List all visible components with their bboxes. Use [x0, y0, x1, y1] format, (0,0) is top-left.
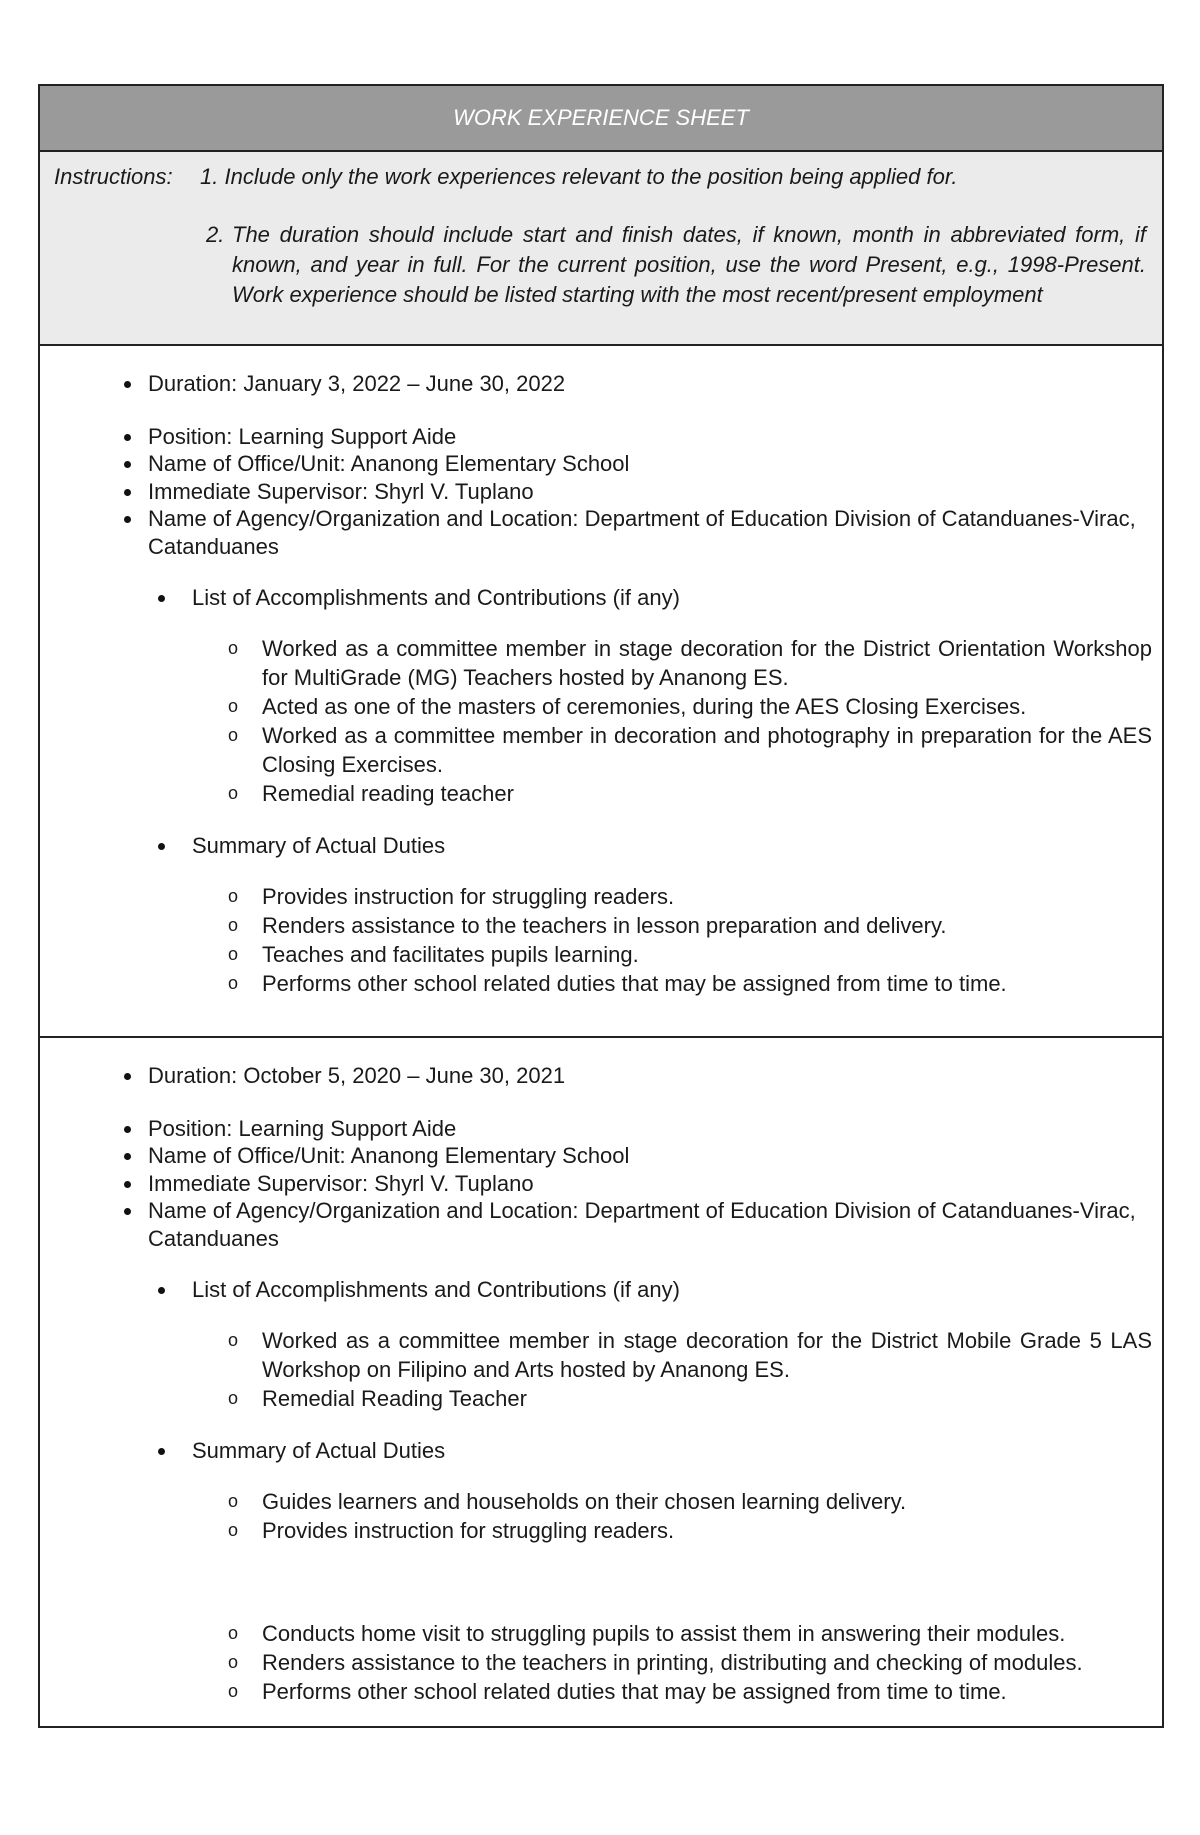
work-experience-sheet: [38, 84, 1164, 1728]
circle-bullet-icon: o: [228, 1388, 239, 1408]
entry-details-list: [40, 370, 1162, 398]
accomplishments-list: [40, 1326, 1162, 1413]
circle-bullet-icon: o: [228, 783, 239, 803]
instruction-1-text: Include only the work experiences relevant to the position being applied for.: [224, 164, 958, 189]
entry-office: Name of Office/Unit: Ananong Elementary School: [40, 450, 1162, 478]
circle-bullet-icon: o: [228, 1491, 239, 1511]
accomplishments-list: [40, 634, 1162, 808]
duties-list: [40, 882, 1162, 998]
circle-bullet-icon: o: [228, 886, 239, 906]
duties-section: [40, 832, 1162, 860]
entry-supervisor: Immediate Supervisor: Shyrl V. Tuplano: [40, 478, 1162, 506]
experience-entry: [40, 346, 1162, 1038]
entry-details-list: [40, 1062, 1162, 1090]
duties-label: Summary of Actual Duties: [40, 1437, 1162, 1465]
duties-list-continued: [40, 1619, 1162, 1706]
accomplishments-label: List of Accomplishments and Contributions (if any): [40, 584, 1162, 612]
sheet-title-bar: [40, 86, 1162, 152]
entry-duration: Duration: January 3, 2022 – June 30, 2022: [40, 370, 1162, 398]
circle-bullet-icon: o: [228, 944, 239, 964]
list-item: o Performs other school related duties that may be assigned from time to time.: [228, 1679, 1007, 1704]
circle-bullet-icon: o: [228, 1330, 239, 1350]
accomplishments-section: [40, 1276, 1162, 1304]
circle-bullet-icon: o: [228, 973, 239, 993]
entry-supervisor: Immediate Supervisor: Shyrl V. Tuplano: [40, 1170, 1162, 1198]
list-item: o Renders assistance to the teachers in printing, distributing and checking of modules.: [228, 1650, 1083, 1675]
list-item: o Performs other school related duties that may be assigned from time to time.: [228, 971, 1007, 996]
list-item: o Worked as a committee member in stage decoration for the District Mobile Grade 5 LAS Workshop on Filipino and Arts hosted by Ananong ES.: [228, 1328, 1152, 1382]
instruction-1-number: 1.: [200, 164, 219, 189]
list-item: o Provides instruction for struggling readers.: [228, 884, 675, 909]
circle-bullet-icon: o: [228, 1681, 239, 1701]
experience-entry: [40, 1038, 1162, 1728]
circle-bullet-icon: o: [228, 696, 239, 716]
instruction-2-number: 2.: [206, 222, 225, 247]
entry-duration: Duration: October 5, 2020 – June 30, 2021: [40, 1062, 1162, 1090]
entry-info-list: [40, 423, 1162, 561]
duties-list: [40, 1487, 1162, 1545]
duties-label: Summary of Actual Duties: [40, 832, 1162, 860]
instructions-section: [40, 152, 1162, 346]
list-item: o Worked as a committee member in stage decoration for the District Orientation Workshop for MultiGrade (MG) Teachers hosted by Ananong ES.: [228, 636, 1152, 690]
accomplishments-section: [40, 584, 1162, 612]
list-item: o Guides learners and households on their chosen learning delivery.: [228, 1489, 907, 1514]
instruction-2-text: The duration should include start and finish dates, if known, month in abbreviated form, if known, and year in full. For the current position, use the word Present, e.g., 1998-Present. Work experience should be listed starting with the most recent/present employment: [232, 222, 1146, 307]
sheet-title: WORK EXPERIENCE SHEET: [453, 105, 749, 130]
list-item: o Teaches and facilitates pupils learning.: [228, 942, 639, 967]
list-item: o Renders assistance to the teachers in lesson preparation and delivery.: [228, 913, 947, 938]
entry-office: Name of Office/Unit: Ananong Elementary School: [40, 1142, 1162, 1170]
entry-position: Position: Learning Support Aide: [40, 1115, 1162, 1143]
list-item: o Acted as one of the masters of ceremonies, during the AES Closing Exercises.: [228, 694, 1027, 719]
list-item: o Provides instruction for struggling readers.: [228, 1518, 675, 1543]
list-item: o Worked as a committee member in decoration and photography in preparation for the AES Closing Exercises.: [228, 723, 1152, 777]
accomplishments-label: List of Accomplishments and Contributions (if any): [40, 1276, 1162, 1304]
circle-bullet-icon: o: [228, 1623, 239, 1643]
circle-bullet-icon: o: [228, 725, 239, 745]
entry-info-list: [40, 1115, 1162, 1253]
instructions-label: Instructions:: [54, 164, 173, 189]
circle-bullet-icon: o: [228, 915, 239, 935]
circle-bullet-icon: o: [228, 638, 239, 658]
instruction-item-1: [200, 164, 957, 190]
list-item: o Remedial Reading Teacher: [228, 1386, 527, 1411]
entry-agency: Name of Agency/Organization and Location: Department of Education Division of Catanduanes-Virac, Catanduanes: [40, 1197, 1162, 1252]
circle-bullet-icon: o: [228, 1652, 239, 1672]
instruction-item-2: [206, 220, 1146, 310]
circle-bullet-icon: o: [228, 1520, 239, 1540]
list-item: o Remedial reading teacher: [228, 781, 514, 806]
duties-section: [40, 1437, 1162, 1465]
list-item: o Conducts home visit to struggling pupils to assist them in answering their modules.: [228, 1621, 1066, 1646]
entry-agency: Name of Agency/Organization and Location: Department of Education Division of Catanduanes-Virac, Catanduanes: [40, 505, 1162, 560]
entry-position: Position: Learning Support Aide: [40, 423, 1162, 451]
